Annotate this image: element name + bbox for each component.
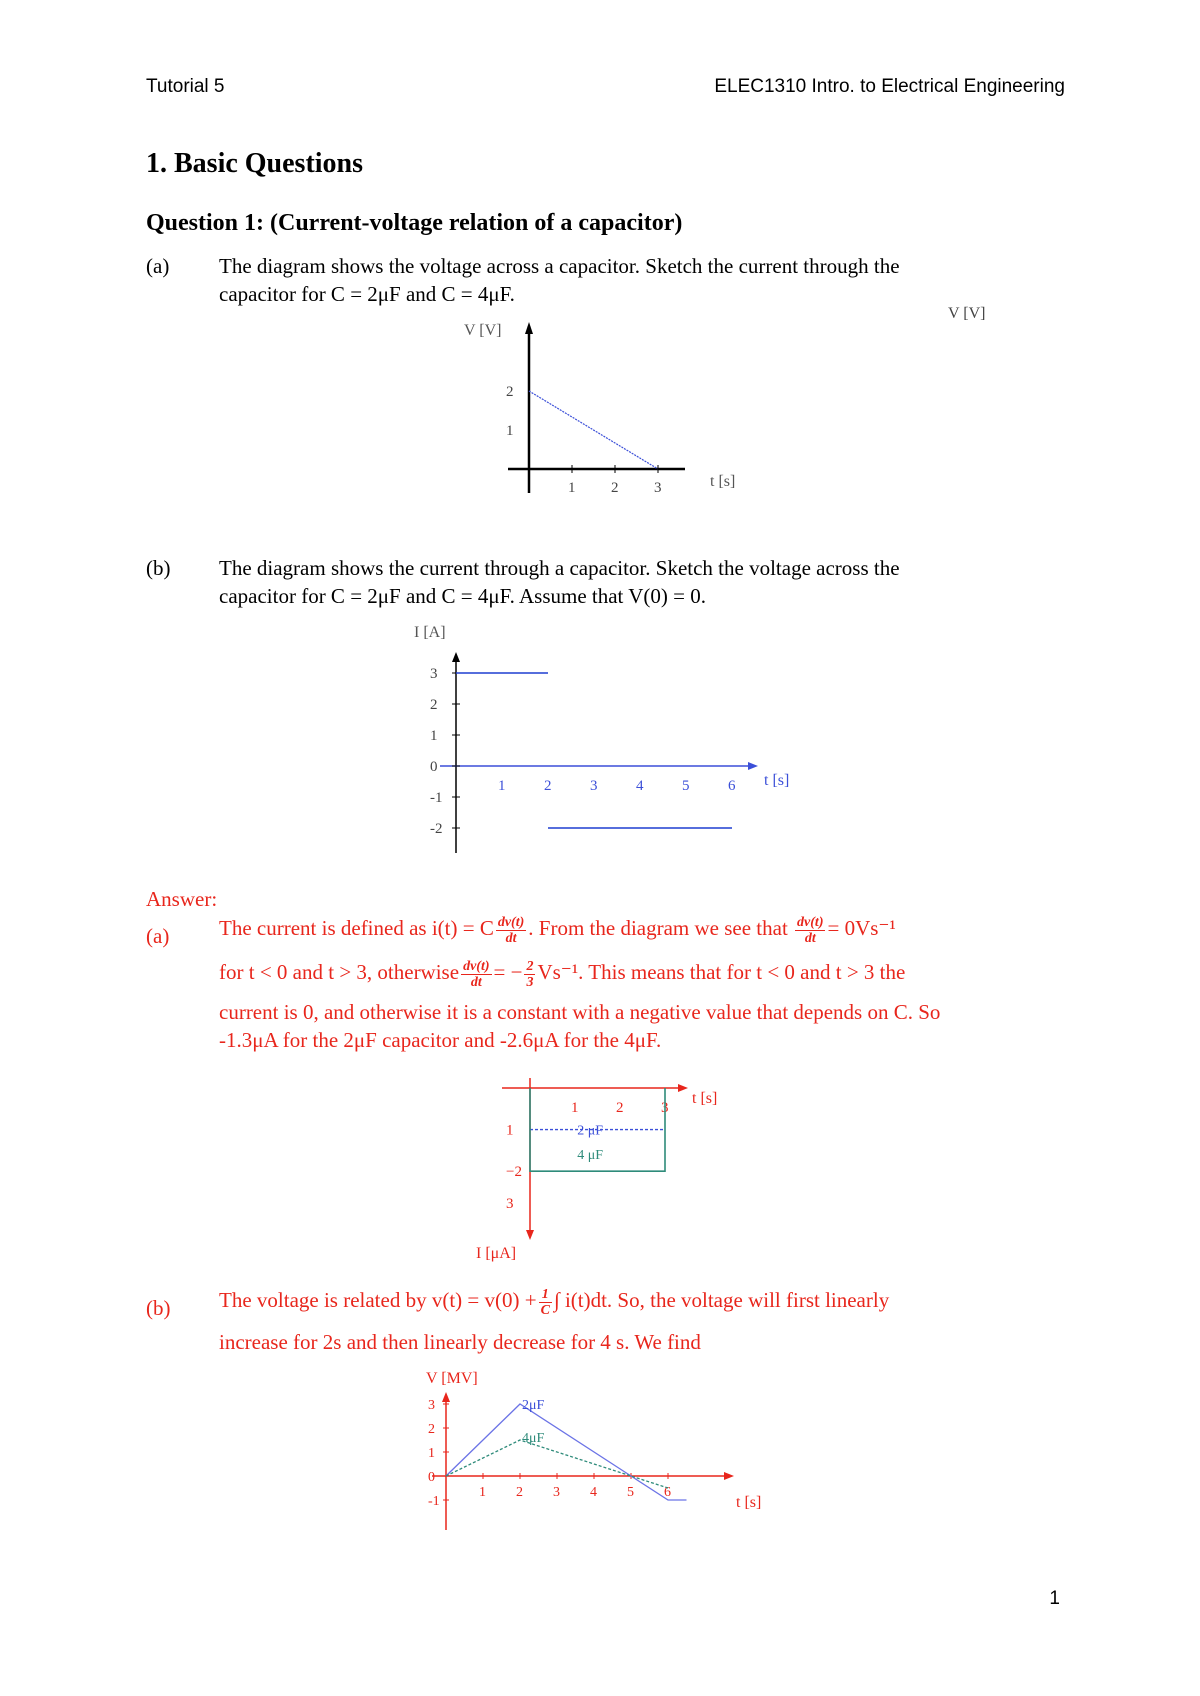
part-b-label: (b) xyxy=(146,556,171,580)
frac-den: 3 xyxy=(526,974,534,990)
y-tick-label: 2 xyxy=(506,384,514,400)
x-tick-label: 2 xyxy=(616,1100,624,1116)
page-number: 1 xyxy=(1049,1588,1060,1609)
section-title: 1. Basic Questions xyxy=(146,148,364,179)
series-2uF-label: 2μF xyxy=(522,1398,545,1413)
series-2uF-label: 2 μF xyxy=(577,1123,604,1139)
frac-num: dv(t) xyxy=(497,914,525,930)
frac-num: dv(t) xyxy=(797,914,824,930)
x-tick-label: 6 xyxy=(728,778,736,794)
y-axis-arrow xyxy=(442,1392,450,1402)
x-tick-label: 3 xyxy=(553,1485,560,1500)
y-tick-label: 1 xyxy=(506,423,514,439)
header-left: Tutorial 5 xyxy=(146,76,225,97)
x-axis-arrow xyxy=(678,1084,688,1092)
answer-a-line2-pre: for t < 0 and t > 3, otherwise xyxy=(219,960,460,984)
answer-b-line2: increase for 2s and then linearly decrease for 4 s. We find xyxy=(219,1330,701,1354)
y-tick-label: -1 xyxy=(430,790,443,806)
x-tick-label: 4 xyxy=(590,1485,597,1500)
frac-num: dv(t) xyxy=(463,958,490,974)
x-axis-arrow xyxy=(724,1472,734,1480)
part-a-label: (a) xyxy=(146,254,170,278)
y-tick-label: 0 xyxy=(428,1470,435,1485)
x-tick-label: 6 xyxy=(664,1485,671,1500)
x-tick-label: 1 xyxy=(568,480,576,496)
chart3-xlabel: t [s] xyxy=(692,1090,718,1107)
chart4-xlabel: t [s] xyxy=(736,1494,762,1511)
x-tick-label: 5 xyxy=(682,778,690,794)
x-tick-label: 1 xyxy=(571,1100,579,1116)
answer-a-line1-mid: . From the diagram we see that xyxy=(528,916,788,940)
part-b-line2: capacitor for C = 2μF and C = 4μF. Assume that V(0) = 0. xyxy=(219,584,707,608)
chart2-xlabel: t [s] xyxy=(764,772,790,789)
frac-den: dt xyxy=(804,930,816,946)
y-tick-label: -1 xyxy=(428,1494,440,1509)
y-tick-label: 2 xyxy=(430,697,438,713)
answer-a-label: (a) xyxy=(146,924,170,948)
frac-num: 2 xyxy=(526,958,534,974)
answer-b-label: (b) xyxy=(146,1296,171,1320)
fraction-dvdt xyxy=(496,915,526,946)
answer-a-line4: -1.3μA for the 2μF capacitor and -2.6μA for the 4μF. xyxy=(219,1028,662,1052)
x-tick-label: 2 xyxy=(544,778,552,794)
chart2-ylabel: I [A] xyxy=(414,624,446,641)
x-tick-label: 1 xyxy=(498,778,506,794)
answer-a-line1-post: = 0Vs⁻¹ xyxy=(827,916,896,940)
answer-heading: Answer: xyxy=(146,887,218,911)
answer-b-line1-pre: The voltage is related by v(t) = v(0) + xyxy=(219,1288,537,1312)
y-axis-arrow xyxy=(526,1230,534,1240)
y-tick-label: -2 xyxy=(430,821,443,837)
header-right: ELEC1310 Intro. to Electrical Engineering xyxy=(714,76,1065,97)
fraction-dvdt-3 xyxy=(461,959,491,990)
chart-voltage-a xyxy=(480,305,986,498)
answer-a-line1 xyxy=(219,914,1099,946)
voltage-line xyxy=(529,391,658,469)
answer-a-line1-pre: The current is defined as i(t) = C xyxy=(219,916,494,940)
part-a-line1: The diagram shows the voltage across a capacitor. Sketch the current through the xyxy=(219,254,900,278)
answer-a-line3: current is 0, and otherwise it is a constant with a negative value that depends on C. So xyxy=(219,1000,941,1024)
chart-current-b xyxy=(420,648,800,858)
answer-b-line1-post: ∫ i(t)dt. So, the voltage will first linearly xyxy=(553,1288,890,1312)
y-axis-arrow xyxy=(452,652,460,662)
y-tick-label: −2 xyxy=(506,1164,522,1181)
chart3-ylabel: I [μA] xyxy=(476,1245,517,1262)
x-tick-label: 3 xyxy=(590,778,598,794)
y-axis-label: V [V] xyxy=(948,305,986,322)
series-4uF-label: 4 μF xyxy=(577,1148,604,1164)
series-4uF-label: 4μF xyxy=(522,1431,545,1446)
x-tick-label: 3 xyxy=(654,480,662,496)
chart1-ylabel: V [V] xyxy=(464,322,502,339)
chart-voltage-answer xyxy=(420,1390,800,1550)
x-axis-arrow xyxy=(748,762,758,770)
answer-a-line2 xyxy=(219,958,1099,990)
y-tick-label: 1 xyxy=(430,728,438,744)
frac-den: C xyxy=(540,1302,550,1318)
x-tick-label: 5 xyxy=(627,1485,634,1500)
part-b-line1: The diagram shows the current through a capacitor. Sketch the voltage across the xyxy=(219,556,900,580)
fraction-two-thirds xyxy=(524,959,535,990)
chart1-xlabel: t [s] xyxy=(710,473,736,490)
x-tick-label: 1 xyxy=(479,1485,486,1500)
y-tick-label: 1 xyxy=(506,1122,514,1139)
y-tick-label: 1 xyxy=(428,1446,435,1461)
fraction-one-over-c xyxy=(539,1287,552,1318)
answer-b-line1 xyxy=(219,1286,1099,1318)
y-tick-label: 3 xyxy=(506,1196,514,1213)
y-tick-label: 2 xyxy=(428,1422,435,1437)
y-tick-label: 3 xyxy=(430,666,438,682)
question-title: Question 1: (Current-voltage relation of a capacitor) xyxy=(146,210,683,236)
frac-den: dt xyxy=(505,930,517,946)
series-4uF-line xyxy=(446,1440,668,1488)
answer-a-line2-eq: = − xyxy=(493,960,523,984)
part-a-line2: capacitor for C = 2μF and C = 4μF. xyxy=(219,282,515,306)
y-axis-arrow xyxy=(525,322,533,334)
answer-a-line2-post: Vs⁻¹. This means that for t < 0 and t > 3 the xyxy=(537,960,906,984)
x-tick-label: 4 xyxy=(636,778,644,794)
fraction-dvdt-2 xyxy=(795,915,825,946)
frac-num: 1 xyxy=(539,1287,552,1303)
x-tick-label: 2 xyxy=(516,1485,523,1500)
x-tick-label: 2 xyxy=(611,480,619,496)
x-tick-label: 3 xyxy=(661,1100,669,1116)
y-tick-label: 3 xyxy=(428,1398,435,1413)
y-tick-label: 0 xyxy=(430,759,438,775)
chart4-ylabel: V [MV] xyxy=(426,1370,478,1387)
frac-den: dt xyxy=(470,974,482,990)
